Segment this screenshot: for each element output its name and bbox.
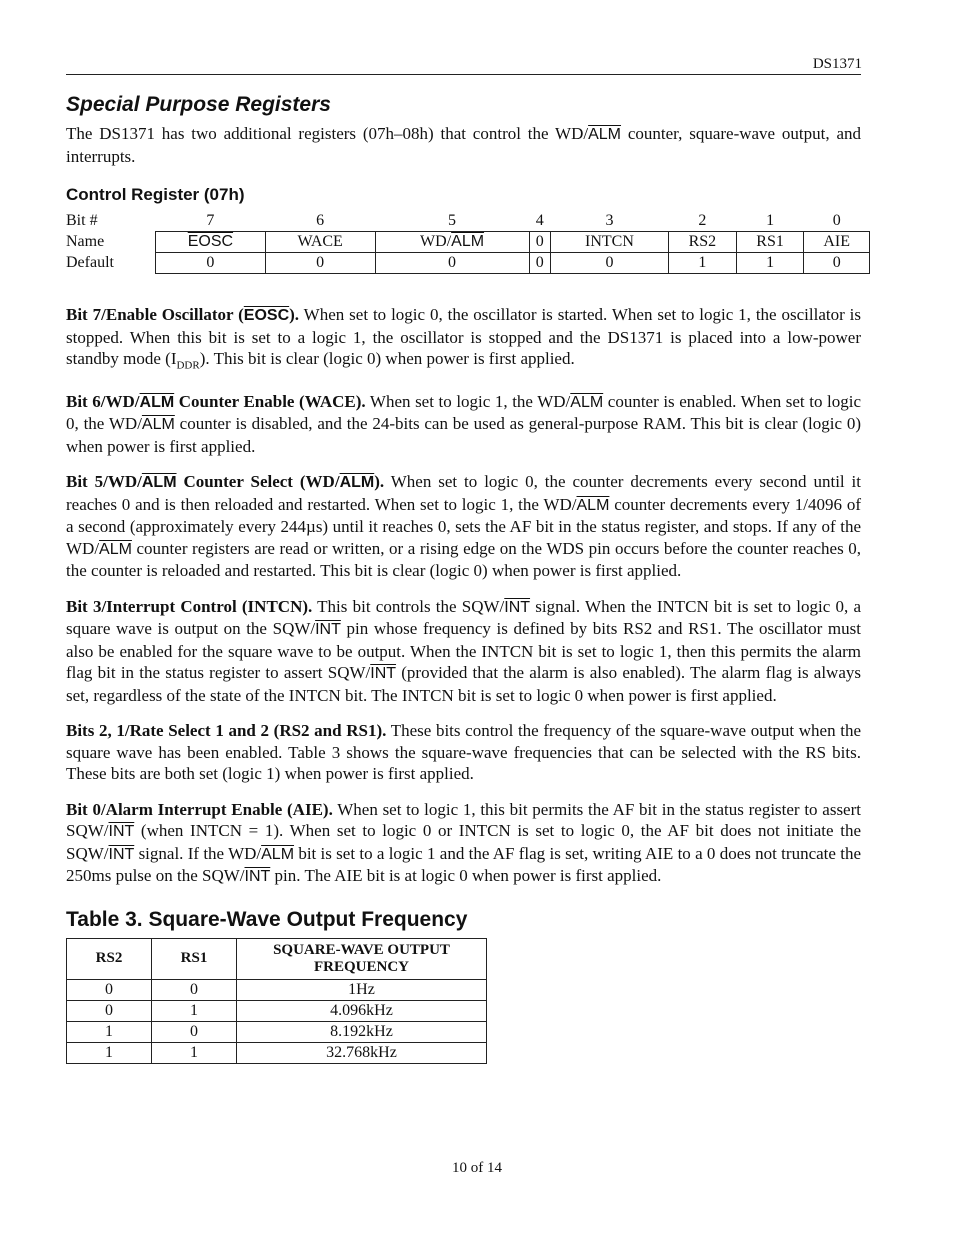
table-cell: 0 — [152, 1021, 237, 1042]
bit0-paragraph: Bit 0/Alarm Interrupt Enable (AIE). When set to logic 1, this bit permits the AF bit in the status register to assert SQW/$\overline{INT}$ (when INTCN = 1). When set to logic 0 or INTCN is set to logic 0, the AF bit does not initiate the SQW/$\overline{INT}$ signal. If the $WD/\overline{ALM}$ bit is set to a logic 1 and the AF flag is set, writing AIE to a 0 does not truncate the 250ms pulse on the SQW/$\overline{INT}$ pin. The AIE bit is at logic 0 when power is first applied. — [66, 799, 861, 886]
bit3-paragraph: Bit 3/Interrupt Control (INTCN). This bit controls the SQW/$\overline{INT}$ signal. When the INTCN bit is set to logic 0, a square wave is output on the SQW/$\overline{INT}$ pin whose frequency is defined by bits RS2 and RS1. The oscillator must also be enabled for the square wave to be output. When the INTCN bit is set to logic 1, then this permits the alarm flag bit in the status register to assert SQW/$\overline{INT}$ (provided that the alarm is also enabled). The alarm flag is always set, regardless of the state of the INTCN bit. The INTCN bit is set to logic 0 when power is first applied. — [66, 596, 861, 705]
column-header: RS1 — [152, 938, 237, 979]
default-cell: 0 — [804, 253, 870, 274]
table-cell: 0 — [67, 979, 152, 1000]
bit-number: 2 — [698, 212, 707, 229]
table-cell: 1 — [67, 1021, 152, 1042]
bit-number: 4 — [535, 212, 544, 229]
bits21-paragraph: Bits 2, 1/Rate Select 1 and 2 (RS2 and RS1). These bits control the frequency of the square-wave output when the square wave has been enabled. Table 3 shows the square-wave frequencies that can be selected with the RS bits. These bits are both set (logic 1) when power is first applied. — [66, 721, 862, 784]
bit-name-cell: $WD/\overline{ALM}$ — [375, 232, 529, 253]
table-row — [67, 979, 487, 1000]
control-register-table — [66, 211, 870, 274]
table-row — [67, 1000, 487, 1021]
default-cell: 0 — [550, 253, 668, 274]
row-label: Bit # — [66, 212, 98, 230]
header-rule — [66, 74, 861, 75]
bit-name-cell: WACE — [265, 232, 375, 253]
table-cell: 1 — [67, 1042, 152, 1063]
table3-title: Table 3. Square-Wave Output Frequency — [66, 907, 468, 931]
table-cell: 0 — [152, 979, 237, 1000]
default-cell: 0 — [375, 253, 529, 274]
bit5-paragraph: Bit $5/WD/\overline{ALM}$ Counter Select $(WD/\overline{ALM})$. When set to logic 0, the counter decrements every second until it reaches 0 and is then reloaded and restarted. When set to logic 1, the $WD/\overline{ALM}$ counter decrements every 1/4096 of a second (approximately every 244µs) until it reaches 0, sets the AF bit in the status register, and stops. If any of the $WD/\overline{ALM}$ counter registers are read or written, or a rising edge on the WDS pin occurs before the counter reaches 0, the counter is reloaded and restarted. This bit is clear (logic 0) when power is first applied. — [66, 472, 861, 581]
bit-name-cell: EOSC — [156, 232, 266, 253]
bit-number: 6 — [316, 212, 325, 229]
bit-name-cell: 0 — [529, 232, 550, 253]
table-row — [67, 1021, 487, 1042]
table-cell: 1Hz — [237, 979, 487, 1000]
bit-name-cell: RS2 — [669, 232, 737, 253]
table-header-row — [67, 938, 487, 979]
default-cell: 0 — [156, 253, 266, 274]
frequency-table — [66, 938, 487, 1064]
page-content — [66, 93, 861, 1064]
bit-number: 7 — [206, 212, 215, 229]
row-label: Default — [66, 254, 114, 271]
bit-name-cell: INTCN — [550, 232, 668, 253]
bit-number-row — [66, 211, 870, 232]
bit-number: 1 — [766, 212, 775, 229]
row-label: Name — [66, 233, 105, 250]
document-id: DS1371 — [812, 56, 862, 72]
bit-name-cell: RS1 — [736, 232, 804, 253]
bit6-paragraph: Bit $6/WD/\overline{ALM}$ Counter Enable (WACE). When set to logic 1, the $WD/\overline{ALM}$ counter is enabled. When set to logic 0, the $WD/\overline{ALM}$ counter is disabled, and the 24-bits can be used as general-purpose RAM. This bit is clear (logic 0) when power is first applied. — [66, 391, 862, 456]
column-header: RS2 — [67, 938, 152, 979]
default-cell: 0 — [529, 253, 550, 274]
bit7-paragraph: Bit 7/Enable Oscillator (EOSC). When set to logic 0, the oscillator is started. When set to logic 1, the oscillator is stopped. When this bit is set to a logic 1, the oscillator is stopped and the DS1371 is placed into a low-power standby mode $(I_{DDR})$. This bit is clear (logic 0) when power is first applied. — [66, 305, 861, 372]
bit-number: 3 — [605, 212, 614, 229]
bit-name-row — [66, 232, 870, 253]
default-cell: 1 — [669, 253, 737, 274]
table-row — [67, 1042, 487, 1063]
column-header: SQUARE-WAVE OUTPUT FREQUENCY — [237, 938, 487, 979]
table-cell: 1 — [152, 1042, 237, 1063]
default-cell: 0 — [265, 253, 375, 274]
table-cell: 8.192kHz — [237, 1021, 487, 1042]
default-cell: 1 — [736, 253, 804, 274]
table-cell: 1 — [152, 1000, 237, 1021]
table-cell: 32.768kHz — [237, 1042, 487, 1063]
table-cell: 0 — [67, 1000, 152, 1021]
bit-name-cell: AIE — [804, 232, 870, 253]
table-cell: 4.096kHz — [237, 1000, 487, 1021]
default-row — [66, 253, 870, 274]
bit-number: 0 — [832, 212, 841, 229]
intro-paragraph: The DS1371 has two additional registers (07h–08h) that control the $WD/\overline{ALM}$ counter, square-wave output, and interrupts. — [66, 124, 861, 166]
control-register-title: Control Register (07h) — [66, 185, 245, 204]
section-title: Special Purpose Registers — [66, 93, 331, 116]
page-number: 10 of 14 — [452, 1160, 502, 1176]
bit-number: 5 — [448, 212, 457, 229]
